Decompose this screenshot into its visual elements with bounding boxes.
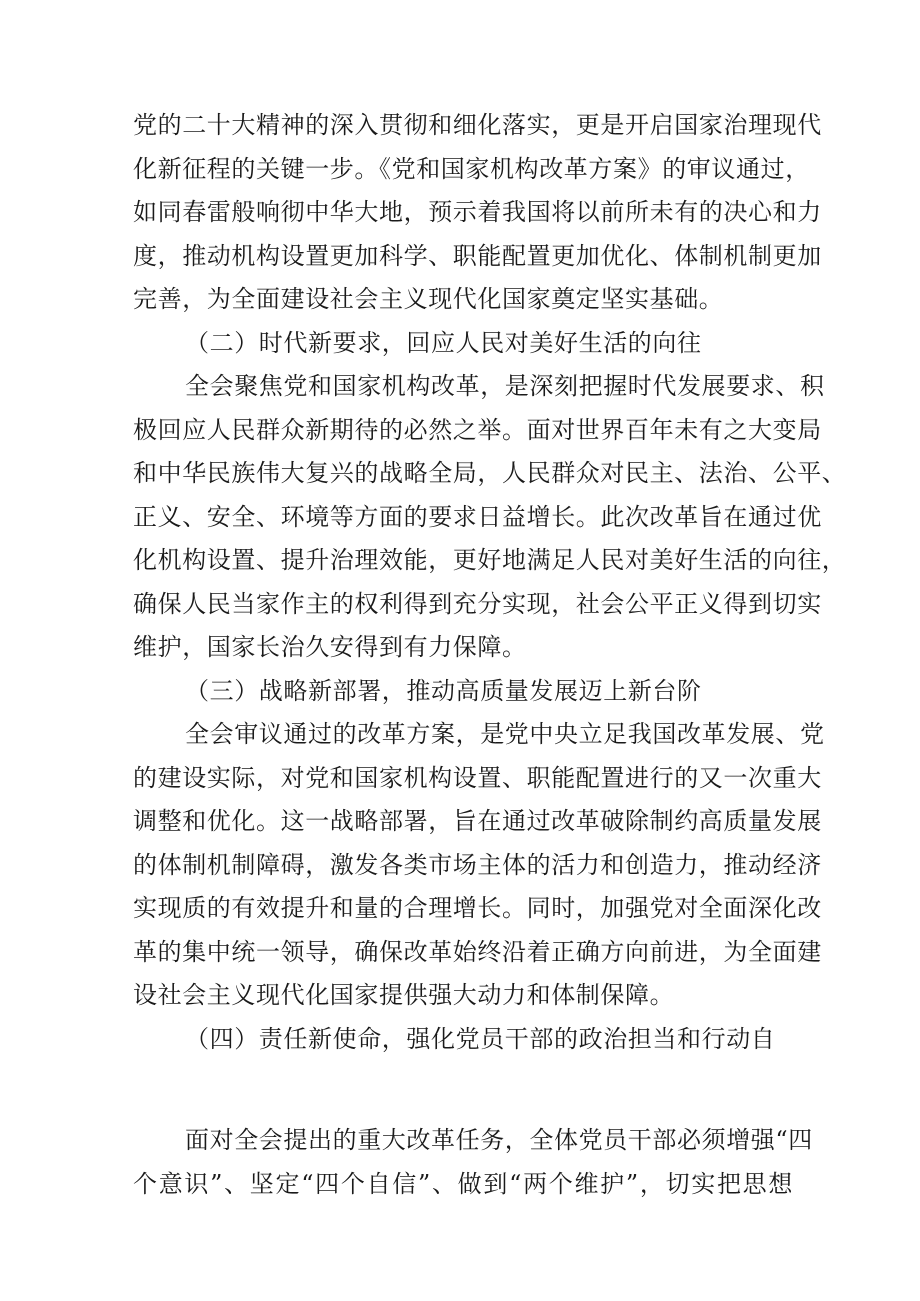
text-line: 和中华民族伟大复兴的战略全局，人民群众对民主、法治、公平、 [133, 459, 847, 487]
paragraph-section-4 [133, 1119, 813, 1206]
text-line: 革的集中统一领导，确保改革始终沿着正确方向前进，为全面建 [133, 937, 822, 966]
text-line: 的建设实际，对党和国家机构设置、职能配置进行的又一次重大 [133, 763, 822, 792]
text-line: 完善，为全面建设社会主义现代化国家奠定坚实基础。 [133, 285, 724, 313]
paragraph-intro [133, 104, 822, 322]
text-line: 实现质的有效提升和量的合理增长。同时，加强党对全面深化改 [133, 894, 822, 922]
text-line: 化新征程的关键一步。《党和国家机构改革方案》的审议通过， [133, 154, 810, 183]
text-line: 度，推动机构设置更加科学、职能配置更加优化、体制机制更加 [133, 241, 822, 270]
paragraph-section-2 [133, 365, 847, 670]
text-line: 极回应人民群众新期待的必然之举。面对世界百年未有之大变局 [133, 415, 822, 444]
blank-line [133, 1061, 793, 1119]
text-line: 化机构设置、提升治理效能，更好地满足人民对美好生活的向往， [133, 546, 847, 574]
text-line: 面对全会提出的重大改革任务，全体党员干部必须增强“四 [185, 1126, 813, 1154]
text-line: 如同春雷般响彻中华大地，预示着我国将以前所未有的决心和力 [133, 198, 822, 226]
text-line: 调整和优化。这一战略部署，旨在通过改革破除制约高质量发展 [133, 807, 822, 835]
text-line: 维护，国家长治久安得到有力保障。 [133, 633, 527, 661]
section-heading-4: （四）责任新使命，强化党员干部的政治担当和行动自 [185, 1024, 776, 1053]
text-line: 正义、安全、环境等方面的要求日益增长。此次改革旨在通过优 [133, 502, 822, 531]
text-line: 设社会主义现代化国家提供强大动力和体制保障。 [133, 981, 675, 1009]
section-heading-2: （二）时代新要求，回应人民对美好生活的向往 [185, 328, 702, 357]
text-line: 全会审议通过的改革方案，是党中央立足我国改革发展、党 [185, 720, 825, 748]
document-page [133, 104, 847, 1206]
text-line: 党的二十大精神的深入贯彻和细化落实，更是开启国家治理现代 [133, 111, 822, 139]
text-line: 确保人民当家作主的权利得到充分实现，社会公平正义得到切实 [133, 589, 822, 618]
text-line: 的体制机制障碍，激发各类市场主体的活力和创造力，推动经济 [133, 850, 822, 879]
text-line: 全会聚焦党和国家机构改革，是深刻把握时代发展要求、积 [185, 372, 825, 400]
section-heading-3: （三）战略新部署，推动高质量发展迈上新台阶 [185, 676, 702, 705]
text-line: 个意识”、坚定“四个自信”、做到“两个维护”，切实把思想 [133, 1169, 793, 1198]
paragraph-section-3 [133, 713, 825, 1018]
